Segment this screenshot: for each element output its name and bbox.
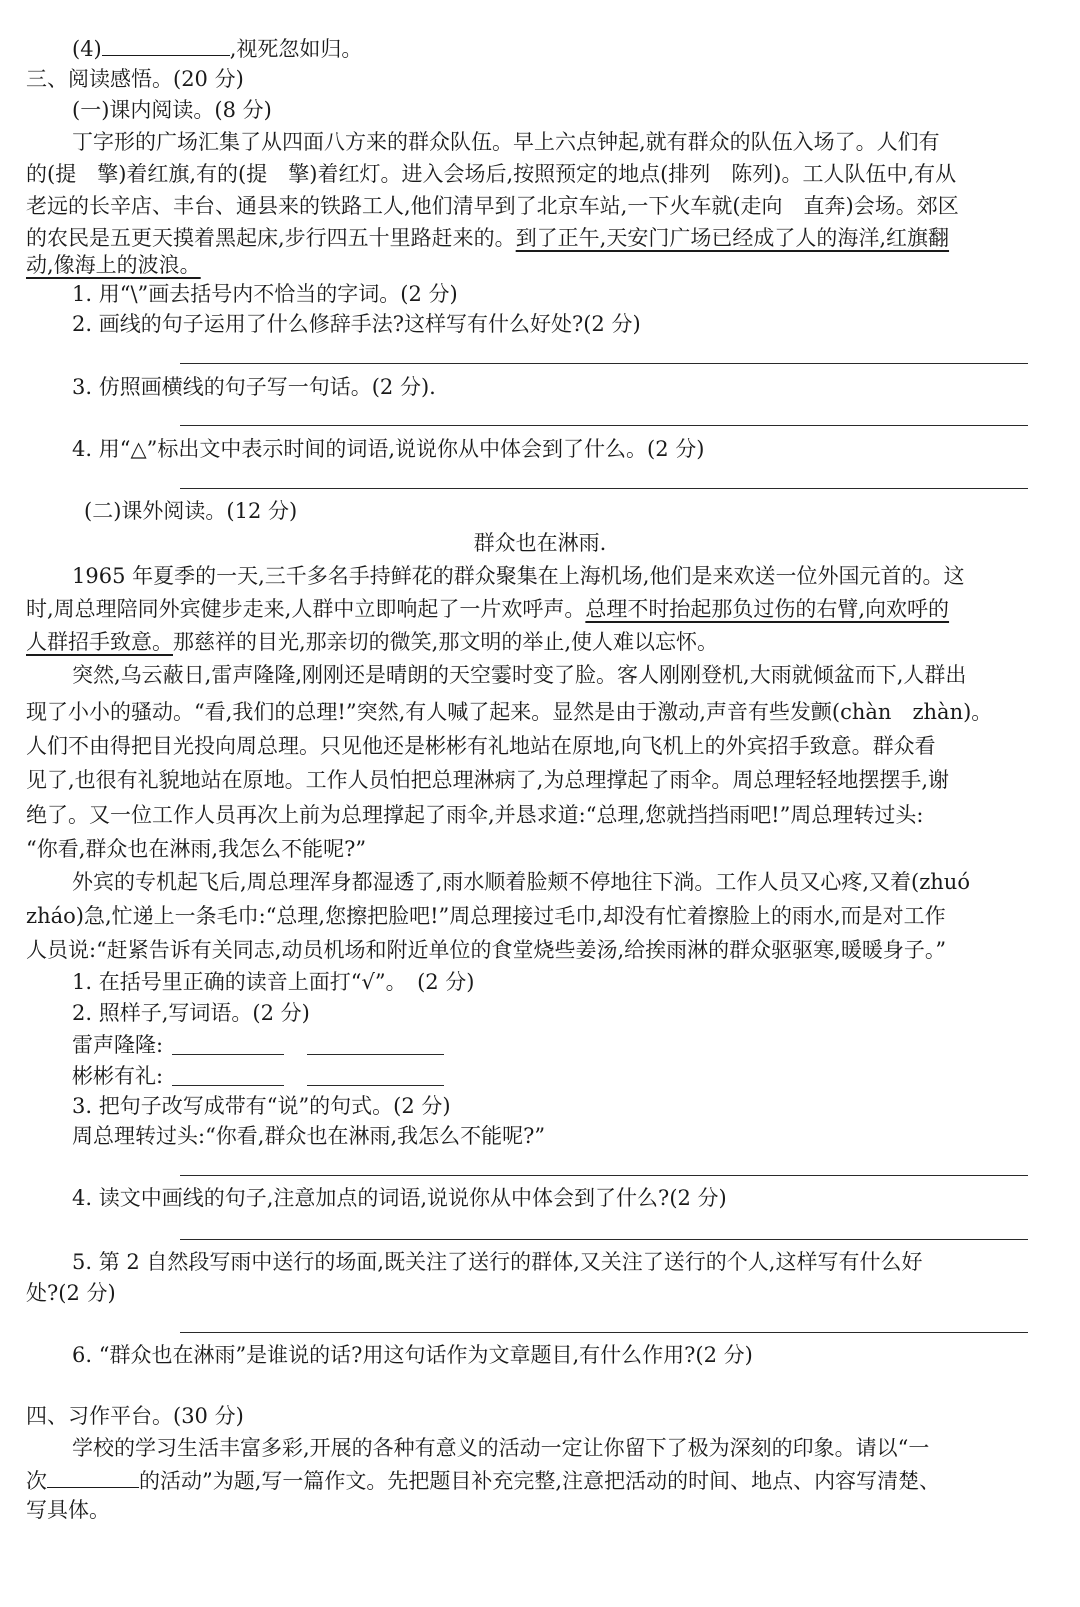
article-line: 人们不由得把目光投向周总理。只见他还是彬彬有礼地站在原地,向飞机上的外宾招手致意。群众看 bbox=[26, 734, 936, 758]
essay-prompt: 学校的学习生活丰富多彩,开展的各种有意义的活动一定让你留下了极为深刻的印象。请以“一 bbox=[72, 1436, 930, 1460]
underlined-sentence: 到了正午,天安门广场已经成了人的海洋,红旗翻 bbox=[515, 226, 950, 250]
article-line: 现了小小的骚动。“看,我们的总理!”突然,有人喊了起来。显然是由于激动,声音有些发颤(chàn zhàn)。 bbox=[26, 700, 993, 724]
underlined-sentence: 总理不时抬起那负过伤的右臂,向欢呼的 bbox=[585, 597, 950, 621]
article-line: “你看,群众也在淋雨,我怎么不能呢?” bbox=[26, 837, 367, 861]
question-text: 2. 画线的句子运用了什么修辞手法?这样写有什么好处?(2 分) bbox=[72, 312, 641, 336]
answer-line[interactable] bbox=[180, 425, 1028, 426]
question-text: 6. “群众也在淋雨”是谁说的话?用这句话作为文章题目,有什么作用?(2 分) bbox=[72, 1343, 753, 1367]
underlined-sentence: 人群招手致意。 bbox=[26, 630, 173, 654]
essay-prompt: 写具体。 bbox=[26, 1498, 110, 1522]
question-text: 4. 用“△”标出文中表示时间的词语,说说你从中体会到了什么。(2 分) bbox=[72, 437, 705, 461]
answer-line[interactable] bbox=[307, 1085, 444, 1086]
essay-title-blank[interactable] bbox=[47, 1465, 139, 1488]
part-1-title: (一)课内阅读。(8 分) bbox=[72, 98, 272, 122]
question-text: 3. 仿照画横线的句子写一句话。(2 分). bbox=[72, 375, 436, 399]
passage-line: 老远的长辛店、丰台、通县来的铁路工人,他们清早到了北京车站,一下火车就(走向 直奔)会场。郊区 bbox=[26, 194, 959, 218]
question-text: 1. 用“\”画去括号内不恰当的字词。(2 分) bbox=[72, 282, 458, 306]
question-text: 3. 把句子改写成带有“说”的句式。(2 分) bbox=[72, 1094, 451, 1118]
word-example: 雷声隆隆: bbox=[72, 1033, 164, 1057]
question-sentence: 周总理转过头:“你看,群众也在淋雨,我怎么不能呢?” bbox=[72, 1124, 546, 1148]
question-text: 1. 在括号里正确的读音上面打“√”。 (2 分) bbox=[72, 970, 475, 994]
article-line: 突然,乌云蔽日,雷声隆隆,刚刚还是晴朗的天空霎时变了脸。客人刚刚登机,大雨就倾盆而下,人群出 bbox=[72, 663, 967, 687]
word-example: 彬彬有礼: bbox=[72, 1064, 164, 1088]
answer-line[interactable] bbox=[172, 1054, 284, 1055]
question-text: 处?(2 分) bbox=[26, 1281, 116, 1305]
part-2-title: (二)课外阅读。(12 分) bbox=[84, 499, 298, 523]
article-line: 见了,也很有礼貌地站在原地。工作人员怕把总理淋病了,为总理撑起了雨伞。周总理轻轻地摆摆手,谢 bbox=[26, 768, 950, 792]
question-4-fill: (4) ,视死忽如归。 bbox=[72, 33, 362, 64]
answer-line[interactable] bbox=[180, 1332, 1028, 1333]
article-line: 1965 年夏季的一天,三千多名手持鲜花的群众聚集在上海机场,他们是来欢送一位外国元首的。这 bbox=[72, 564, 965, 588]
article-line: 人群招手致意。那慈祥的目光,那亲切的微笑,那文明的举止,使人难以忘怀。 bbox=[26, 630, 719, 654]
underlined-sentence: 动,像海上的波浪。 bbox=[26, 253, 201, 277]
passage-line: 丁字形的广场汇集了从四面八方来的群众队伍。早上六点钟起,就有群众的队伍入场了。人们有 bbox=[72, 130, 940, 154]
article-line: 外宾的专机起飞后,周总理浑身都湿透了,雨水顺着脸颊不停地往下淌。工作人员又心疼,又着(zhuó bbox=[72, 870, 970, 894]
section-3-title: 三、阅读感悟。(20 分) bbox=[26, 67, 244, 91]
article-line: 时,周总理陪同外宾健步走来,人群中立即响起了一片欢呼声。总理不时抬起那负过伤的右臂,向欢呼的 bbox=[26, 597, 950, 621]
article-line: 人员说:“赶紧告诉有关同志,动员机场和附近单位的食堂烧些姜汤,给挨雨淋的群众驱驱寒,暖暖身子。” bbox=[26, 938, 947, 962]
passage-line: 的(提 擎)着红旗,有的(提 擎)着红灯。进入会场后,按照预定的地点(排列 陈列)。工人队伍中,有从 bbox=[26, 162, 957, 186]
answer-line[interactable] bbox=[180, 363, 1028, 364]
answer-line[interactable] bbox=[180, 1239, 1028, 1240]
passage-line: 的农民是五更天摸着黑起床,步行四五十里路赶来的。到了正午,天安门广场已经成了人的海洋,红旗翻 bbox=[26, 226, 950, 250]
answer-blank[interactable] bbox=[102, 33, 230, 56]
article-line: zháo)急,忙递上一条毛巾:“总理,您擦把脸吧!”周总理接过毛巾,却没有忙着擦脸上的雨水,而是对工作 bbox=[26, 904, 946, 928]
question-text: 4. 读文中画线的句子,注意加点的词语,说说你从中体会到了什么?(2 分) bbox=[72, 1186, 727, 1210]
answer-line[interactable] bbox=[172, 1085, 284, 1086]
answer-line[interactable] bbox=[180, 1175, 1028, 1176]
article-line: 绝了。又一位工作人员再次上前为总理撑起了雨伞,并恳求道:“总理,您就挡挡雨吧!”周总理转过头: bbox=[26, 803, 924, 827]
section-4-title: 四、习作平台。(30 分) bbox=[26, 1404, 244, 1428]
answer-line[interactable] bbox=[180, 488, 1028, 489]
answer-line[interactable] bbox=[307, 1054, 444, 1055]
question-text: 2. 照样子,写词语。(2 分) bbox=[72, 1001, 310, 1025]
question-text: 5. 第 2 自然段写雨中送行的场面,既关注了送行的群体,又关注了送行的个人,这样写有什么好 bbox=[72, 1250, 923, 1274]
article-title: 群众也在淋雨. bbox=[473, 531, 607, 555]
essay-prompt: 次 的活动”为题,写一篇作文。先把题目补充完整,注意把活动的时间、地点、内容写清楚、 bbox=[26, 1465, 940, 1496]
